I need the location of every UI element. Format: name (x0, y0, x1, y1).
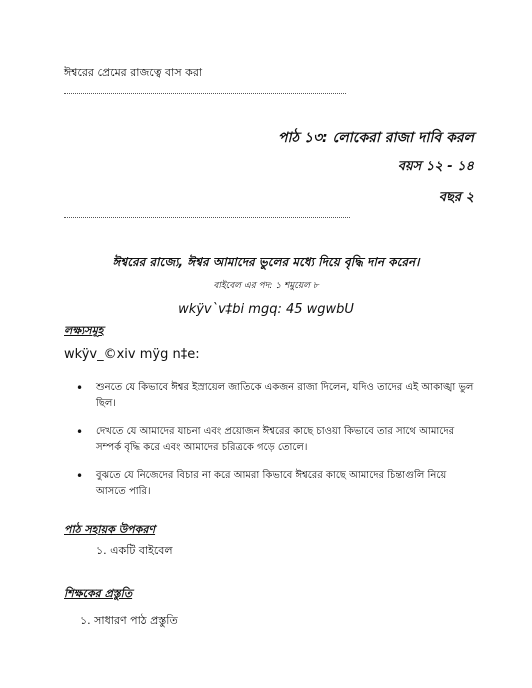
objectives-subheading: wkÿv_©xiv mÿg n‡e: (64, 347, 200, 362)
dotted-divider-top (64, 93, 346, 94)
materials-heading: পাঠ সহায়ক উপকরণ (64, 523, 156, 536)
series-title: ঈশ্বরের প্রেমের রাজত্বে বাস করা (64, 66, 203, 79)
dotted-divider-bottom (64, 217, 350, 218)
objectives-list (96, 380, 476, 512)
objective-item: • বুঝতে যে নিজেদের বিচার না করে আমরা কিভাবে ঈশ্বরের কাছে আমাদের চিন্তাগুলি নিয়ে আসতে পারি। (96, 468, 476, 500)
objective-item: • দেখতে যে আমাদের যাচনা এবং প্রয়োজন ঈশ্বরের কাছে চাওয়া কিভাবে তার সাথে আমাদের সম্পর্ক বৃদ্ধি করে এবং আমাদের চরিত্রকে গড়ে তোলে। (96, 424, 476, 456)
preparation-item: ১. সাধারণ পাঠ প্রস্তুতি (80, 614, 178, 627)
year-label: বছর ২ (438, 190, 474, 205)
theme-statement: ঈশ্বরের রাজ্যে, ঈশ্বর আমাদের ভুলের মধ্যে দিয়ে বৃদ্ধি দান করেন। (112, 255, 420, 269)
preparation-heading: শিক্ষকের প্রস্তুতি (64, 587, 133, 600)
age-range: বয়স ১২ - ১৪ (397, 159, 474, 174)
lesson-title: পাঠ ১৩: লোকেরা রাজা দাবি করল (277, 130, 474, 146)
bible-reference: বাইবেল এর পদ: ১ শমুয়েল ৮ (213, 281, 319, 291)
objectives-heading: লক্ষ্যসমূহ (64, 324, 104, 337)
material-item: ১. একটি বাইবেল (96, 544, 173, 557)
objective-item: • শুনতে যে কিভাবে ঈশ্বর ইস্রায়েল জাতিকে একজন রাজা দিলেন, যদিও তাদের এই আকাঙ্খা ভুল ছিল। (96, 380, 476, 412)
memory-verse: wkÿv`v‡bi mgq: 45 wgwbU (178, 302, 354, 317)
